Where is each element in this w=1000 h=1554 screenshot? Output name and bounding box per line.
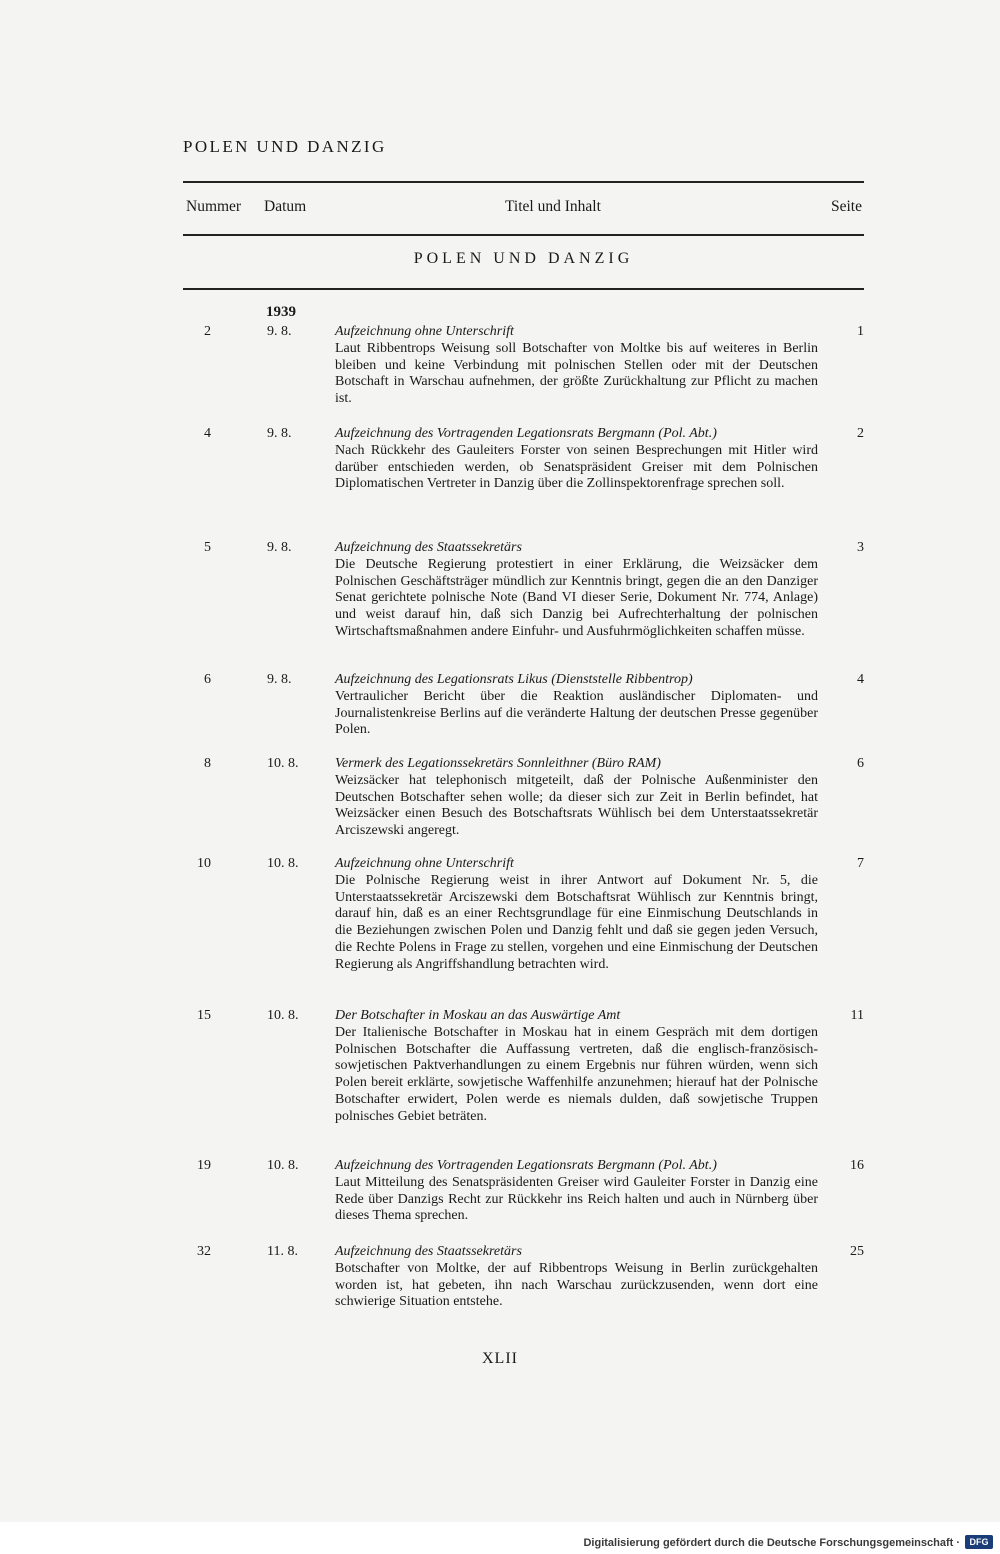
entry-summary: Der Italienische Botschafter in Moskau hat in einem Gespräch mit dem dortigen Polnischen Botschafter die Auffassung vertreten, daß die englisch-französisch-sowjetischen Paktverhandlungen zu einem Ergebnis nur führen würden, wenn sich Polen bereit erklärte, sowjetische Waffenhilfe anzunehmen; hierauf hat der Polnische Botschafter erwidert, Polen werde es niemals dulden, daß sowjetische Truppen polnisches Gebiet beträten. bbox=[335, 1024, 818, 1124]
entry-body bbox=[335, 1158, 818, 1225]
entry-summary: Laut Ribbentrops Weisung soll Botschafter von Moltke bis auf weiteres in Berlin bleiben und keine Verbindung mit polnischen Stellen oder mit der Deutschen Botschaft in Warschau aufnehmen, der größte Zurückhaltung zur Pflicht zu machen ist. bbox=[335, 340, 818, 407]
entry-date: 9. 8. bbox=[267, 426, 292, 441]
entry-page: 2 bbox=[857, 426, 864, 441]
column-header-number: Nummer bbox=[186, 198, 242, 215]
entry-title: Aufzeichnung des Staatssekretärs bbox=[335, 1244, 522, 1259]
entry-date: 11. 8. bbox=[267, 1244, 298, 1259]
entry-page: 4 bbox=[857, 672, 864, 687]
funding-credit: Digitalisierung gefördert durch die Deutsche Forschungsgemeinschaft · bbox=[583, 1537, 960, 1549]
entry-summary: Die Polnische Regierung weist in ihrer Antwort auf Dokument Nr. 5, die Unterstaatssekretär Arciszewski dem Botschaftsrat Wühlisch zur Kenntnis bringt, darauf hin, daß es an einer Rechtsgrundlage für eine Einmischung Deutschlands in die Beziehungen zwischen Polen und Danzig fehlt und daß sie gegen jeden Versuch, die Rechte Polens in Frage zu stellen, vorgehen und eine Einmischung der Deutschen Regierung als Angriffshandlung betrachten wird. bbox=[335, 872, 818, 972]
entry-page: 7 bbox=[857, 856, 864, 871]
entry-summary: Vertraulicher Bericht über die Reaktion ausländischer Diplomaten- und Journalistenkreise Berlins auf die veränderte Haltung der deutschen Presse gegenüber Polen. bbox=[335, 688, 818, 738]
column-header-page: Seite bbox=[831, 198, 862, 215]
entry-number: 19 bbox=[197, 1158, 211, 1173]
entry-number: 2 bbox=[204, 324, 211, 339]
entry-date: 9. 8. bbox=[267, 540, 292, 555]
entry-title: Aufzeichnung des Vortragenden Legationsrats Bergmann (Pol. Abt.) bbox=[335, 1158, 717, 1173]
entry-number: 15 bbox=[197, 1008, 211, 1023]
entry-page: 25 bbox=[850, 1244, 864, 1259]
running-head: POLEN UND DANZIG bbox=[183, 137, 387, 156]
entry-summary: Weizsäcker hat telephonisch mitgeteilt, daß der Polnische Außenminister den Deutschen Botschafter sehen wolle; da dieser sich zur Zeit in Berlin befindet, hat Weizsäcker einen Besuch des Botschaftsrats Wühlisch bei dem Unterstaatssekretär Arciszewski angeregt. bbox=[335, 772, 818, 839]
entry-body bbox=[335, 1244, 818, 1311]
entry-title: Vermerk des Legationssekretärs Sonnleithner (Büro RAM) bbox=[335, 756, 661, 771]
entry-number: 5 bbox=[204, 540, 211, 555]
entry-title: Aufzeichnung des Staatssekretärs bbox=[335, 540, 522, 555]
dfg-logo-icon: DFG bbox=[965, 1535, 993, 1549]
entry-number: 6 bbox=[204, 672, 211, 687]
entry-body bbox=[335, 856, 818, 974]
entry-date: 9. 8. bbox=[267, 324, 292, 339]
entry-summary: Nach Rückkehr des Gauleiters Forster von seinen Besprechungen mit Hitler wird darüber entschieden werden, ob Senatspräsident Greiser mit dem Polnischen Diplomatischen Vertreter in Danzig über die Zollinspektorenfrage sprechen soll. bbox=[335, 442, 818, 492]
entry-date: 10. 8. bbox=[267, 856, 299, 871]
entry-page: 1 bbox=[857, 324, 864, 339]
column-header-date: Datum bbox=[264, 198, 307, 215]
entry-title: Aufzeichnung des Legationsrats Likus (Dienststelle Ribbentrop) bbox=[335, 672, 693, 687]
column-header-title: Titel und Inhalt bbox=[505, 198, 601, 215]
entry-page: 3 bbox=[857, 540, 864, 555]
entry-number: 10 bbox=[197, 856, 211, 871]
entry-title: Aufzeichnung des Vortragenden Legationsrats Bergmann (Pol. Abt.) bbox=[335, 426, 717, 441]
entry-summary: Laut Mitteilung des Senatspräsidenten Greiser wird Gauleiter Forster in Danzig eine Rede über Danzigs Recht zur Rückkehr ins Reich halten und auch in Nürnberg über dieses Thema sprechen. bbox=[335, 1174, 818, 1224]
entry-body bbox=[335, 1008, 818, 1126]
entry-number: 4 bbox=[204, 426, 211, 441]
entry-body bbox=[335, 756, 818, 840]
digitization-footer bbox=[0, 1522, 1000, 1554]
page-folio: XLII bbox=[482, 1350, 518, 1367]
entry-body bbox=[335, 324, 818, 408]
entry-date: 10. 8. bbox=[267, 1008, 299, 1023]
entry-page: 6 bbox=[857, 756, 864, 771]
entry-date: 9. 8. bbox=[267, 672, 292, 687]
entry-date: 10. 8. bbox=[267, 1158, 299, 1173]
header-rule-bottom bbox=[183, 288, 864, 290]
entry-date: 10. 8. bbox=[267, 756, 299, 771]
entry-summary: Botschafter von Moltke, der auf Ribbentrops Weisung in Berlin zurückgehalten worden ist, hat gebeten, ihn nach Warschau zurückzusenden, wenn dort eine schwierige Situation entstehe. bbox=[335, 1260, 818, 1310]
entry-summary: Die Deutsche Regierung protestiert in einer Erklärung, die Weizsäcker dem Polnischen Geschäftsträger mündlich zur Kenntnis bringt, gegen die an den Danziger Senat gerichtete polnische Note (Band VI dieser Serie, Dokument Nr. 774, Anlage) und weist darauf hin, daß sich Danzig bei Aufrechterhaltung der polnischen Wirtschaftsmaßnahmen andere Einfuhr- und Ausfuhrmöglichkeiten schaffen müsse. bbox=[335, 556, 818, 639]
entry-title: Der Botschafter in Moskau an das Auswärtige Amt bbox=[335, 1008, 621, 1023]
header-rule-middle bbox=[183, 234, 864, 236]
entry-body bbox=[335, 540, 818, 641]
entry-page: 16 bbox=[850, 1158, 864, 1173]
section-title: POLEN UND DANZIG bbox=[413, 250, 634, 267]
header-rule-top bbox=[183, 181, 864, 183]
entry-number: 8 bbox=[204, 756, 211, 771]
entry-page: 11 bbox=[850, 1008, 864, 1023]
entry-title: Aufzeichnung ohne Unterschrift bbox=[335, 324, 514, 339]
entry-number: 32 bbox=[197, 1244, 211, 1259]
entry-body bbox=[335, 672, 818, 739]
year-label: 1939 bbox=[266, 304, 296, 320]
entry-body bbox=[335, 426, 818, 493]
entry-title: Aufzeichnung ohne Unterschrift bbox=[335, 856, 514, 871]
